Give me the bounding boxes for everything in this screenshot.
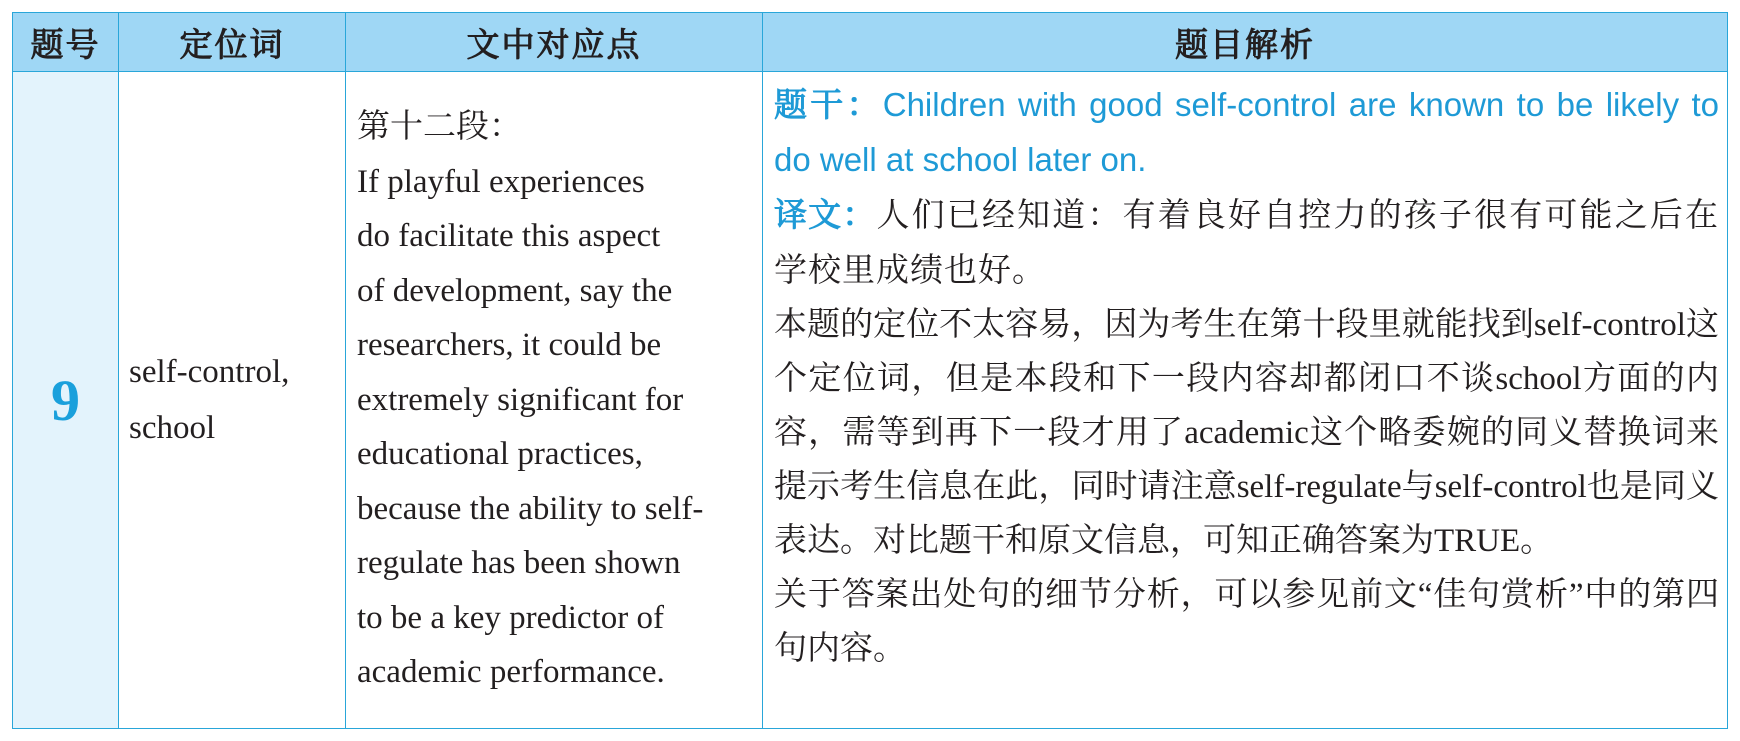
question-number: 9 — [13, 72, 119, 729]
source-line: If playful experiences — [357, 163, 645, 200]
analysis-cell — [763, 72, 1728, 729]
source-paragraph-label: 第十二段： — [357, 109, 522, 146]
explanation-text: 本题的定位不太容易，因为考生在第十段里就能找到self-control这个定位词，但是本段和下一段内容却都闭口不谈school方面的内容，需等到再下一段才用了academic这个略委婉的同义替换词来提示考生信息在此，同时请注意self-regulate与self-control也是同义表达。对比题干和原文信息，可知正确答案为TRUE。 — [774, 307, 1719, 559]
source-line: to be a key predictor of — [357, 599, 664, 636]
question-stem — [774, 78, 1719, 188]
translation — [774, 188, 1719, 298]
header-question-number: 题号 — [13, 13, 119, 72]
header-row — [13, 13, 1728, 72]
header-locator-words: 定位词 — [119, 13, 346, 72]
locator-word: school — [129, 410, 216, 446]
source-line: do facilitate this aspect — [357, 218, 661, 255]
translation-text: 人们已经知道：有着良好自控力的孩子很有可能之后在学校里成绩也好。 — [774, 195, 1720, 289]
source-line: regulate has been shown — [357, 545, 681, 582]
source-text-cell — [346, 72, 763, 729]
locator-word: self-control, — [129, 354, 290, 390]
source-line: researchers, it could be — [357, 327, 662, 364]
source-line: educational practices, — [357, 436, 643, 473]
source-line: academic performance. — [357, 654, 665, 691]
source-line: because the ability to self- — [357, 490, 704, 527]
reference-note: 关于答案出处句的细节分析，可以参见前文“佳句赏析”中的第四句内容。 — [774, 577, 1719, 667]
header-text-correspondence: 文中对应点 — [346, 13, 763, 72]
table-body — [13, 72, 1728, 729]
header-analysis: 题目解析 — [763, 13, 1728, 72]
table-header — [13, 13, 1728, 72]
table-row — [13, 72, 1728, 729]
translation-label: 译文： — [774, 195, 877, 234]
stem-label: 题干： — [774, 85, 883, 124]
source-line: of development, say the — [357, 272, 673, 309]
answer-analysis-table — [12, 12, 1728, 729]
source-line: extremely significant for — [357, 381, 684, 418]
locator-words-cell — [119, 72, 346, 729]
stem-text: Children with good self-control are known to be likely to do well at school later on. — [774, 86, 1719, 178]
answer-analysis-table-wrapper — [12, 12, 1727, 729]
